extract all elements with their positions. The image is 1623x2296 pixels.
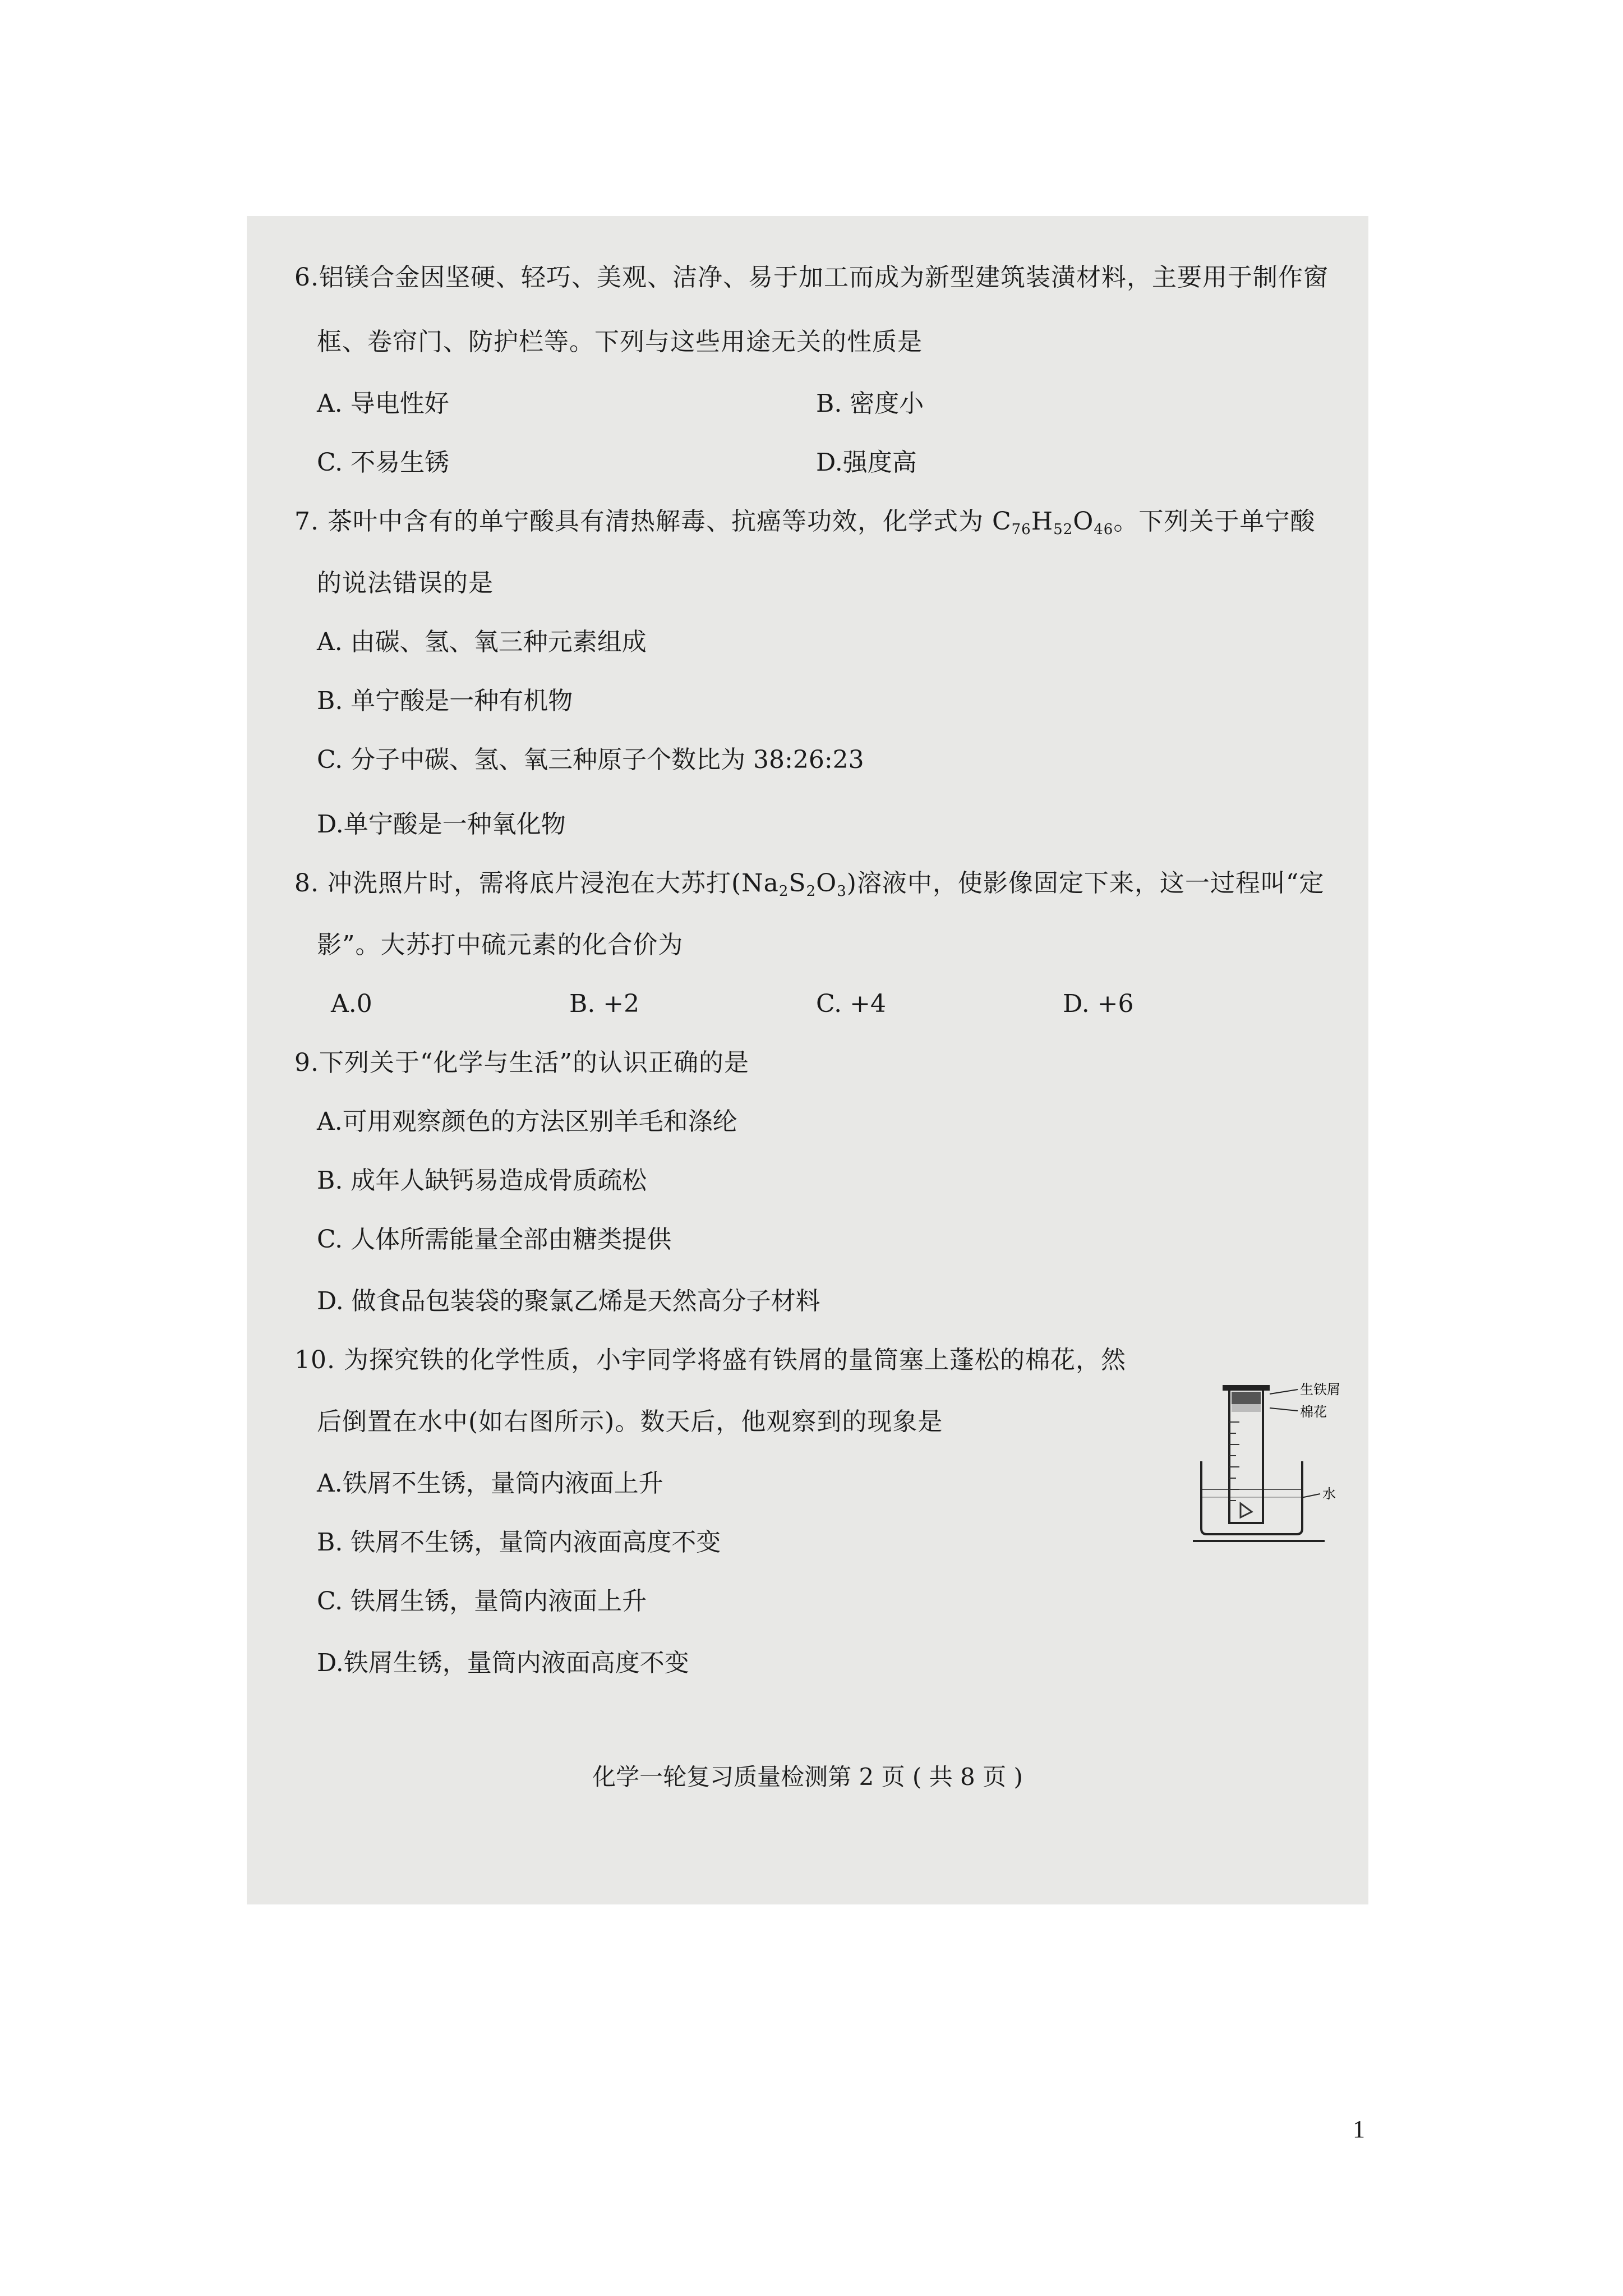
q8-option-a: A.0 [331, 990, 372, 1018]
page-footer: 化学一轮复习质量检测第 2 页 ( 共 8 页 ) [592, 1763, 1023, 1791]
q10-line1: 10. 为探究铁的化学性质，小宇同学将盛有铁屑的量筒塞上蓬松的棉花，然 [294, 1346, 1126, 1374]
page-number: 1 [1353, 2115, 1365, 2143]
label-water: 水 [1322, 1486, 1336, 1502]
q9-option-a: A.可用观察颜色的方法区别羊毛和涤纶 [317, 1107, 737, 1136]
q7-option-b: B. 单宁酸是一种有机物 [317, 687, 573, 715]
q10-option-d: D.铁屑生锈，量筒内液面高度不变 [317, 1649, 689, 1677]
label-cotton: 棉花 [1300, 1404, 1327, 1420]
q8-line1: 8. 冲洗照片时，需将底片浸泡在大苏打$(Na_2S_2O_3)$溶液中，使影像固定下来，这一过程叫“定 [294, 869, 1325, 900]
q6-option-c: C. 不易生锈 [317, 448, 450, 477]
q9-option-c: C. 人体所需能量全部由糖类提供 [317, 1225, 672, 1254]
q7-option-c: C. 分子中碳、氢、氧三种原子个数比为 38:26:23 [317, 746, 864, 774]
q10-line2: 后倒置在水中(如右图所示)。数天后，他观察到的现象是 [317, 1407, 943, 1436]
label-iron-filings: 生铁屑 [1300, 1382, 1340, 1397]
q10-option-b: B. 铁屑不生锈，量筒内液面高度不变 [317, 1528, 721, 1557]
q10-option-c: C. 铁屑生锈，量筒内液面上升 [317, 1587, 647, 1616]
q10-option-a: A.铁屑不生锈，量筒内液面上升 [317, 1469, 663, 1498]
q8-option-d: D. +6 [1063, 990, 1134, 1018]
q6-option-d: D.强度高 [816, 448, 917, 477]
scanned-page [247, 216, 1368, 1904]
cylinder-beaker-figure [1190, 1377, 1370, 1545]
q8-option-b: B. +2 [569, 990, 640, 1018]
q9-option-d: D. 做食品包装袋的聚氯乙烯是天然高分子材料 [317, 1287, 820, 1315]
q8-option-c: C. +4 [816, 990, 886, 1018]
q7-line1: 7. 茶叶中含有的单宁酸具有清热解毒、抗癌等功效，化学式为 $C_{76}H_{52}O_{46}$。下列关于单宁酸 [294, 507, 1316, 538]
q9-line1: 9.下列关于“化学与生活”的认识正确的是 [294, 1048, 749, 1077]
q7-option-a: A. 由碳、氢、氧三种元素组成 [317, 628, 647, 656]
q8-line2: 影”。大苏打中硫元素的化合价为 [317, 931, 684, 959]
q6-option-b: B. 密度小 [816, 389, 924, 418]
q7-line2: 的说法错误的是 [317, 569, 494, 597]
q6-line1: 6.铝镁合金因坚硬、轻巧、美观、洁净、易于加工而成为新型建筑装潢材料，主要用于制作窗 [294, 263, 1329, 292]
q7-option-d: D.单宁酸是一种氧化物 [317, 810, 566, 839]
q6-option-a: A. 导电性好 [317, 389, 449, 418]
q6-line2: 框、卷帘门、防护栏等。下列与这些用途无关的性质是 [317, 328, 923, 356]
q9-option-b: B. 成年人缺钙易造成骨质疏松 [317, 1166, 647, 1195]
